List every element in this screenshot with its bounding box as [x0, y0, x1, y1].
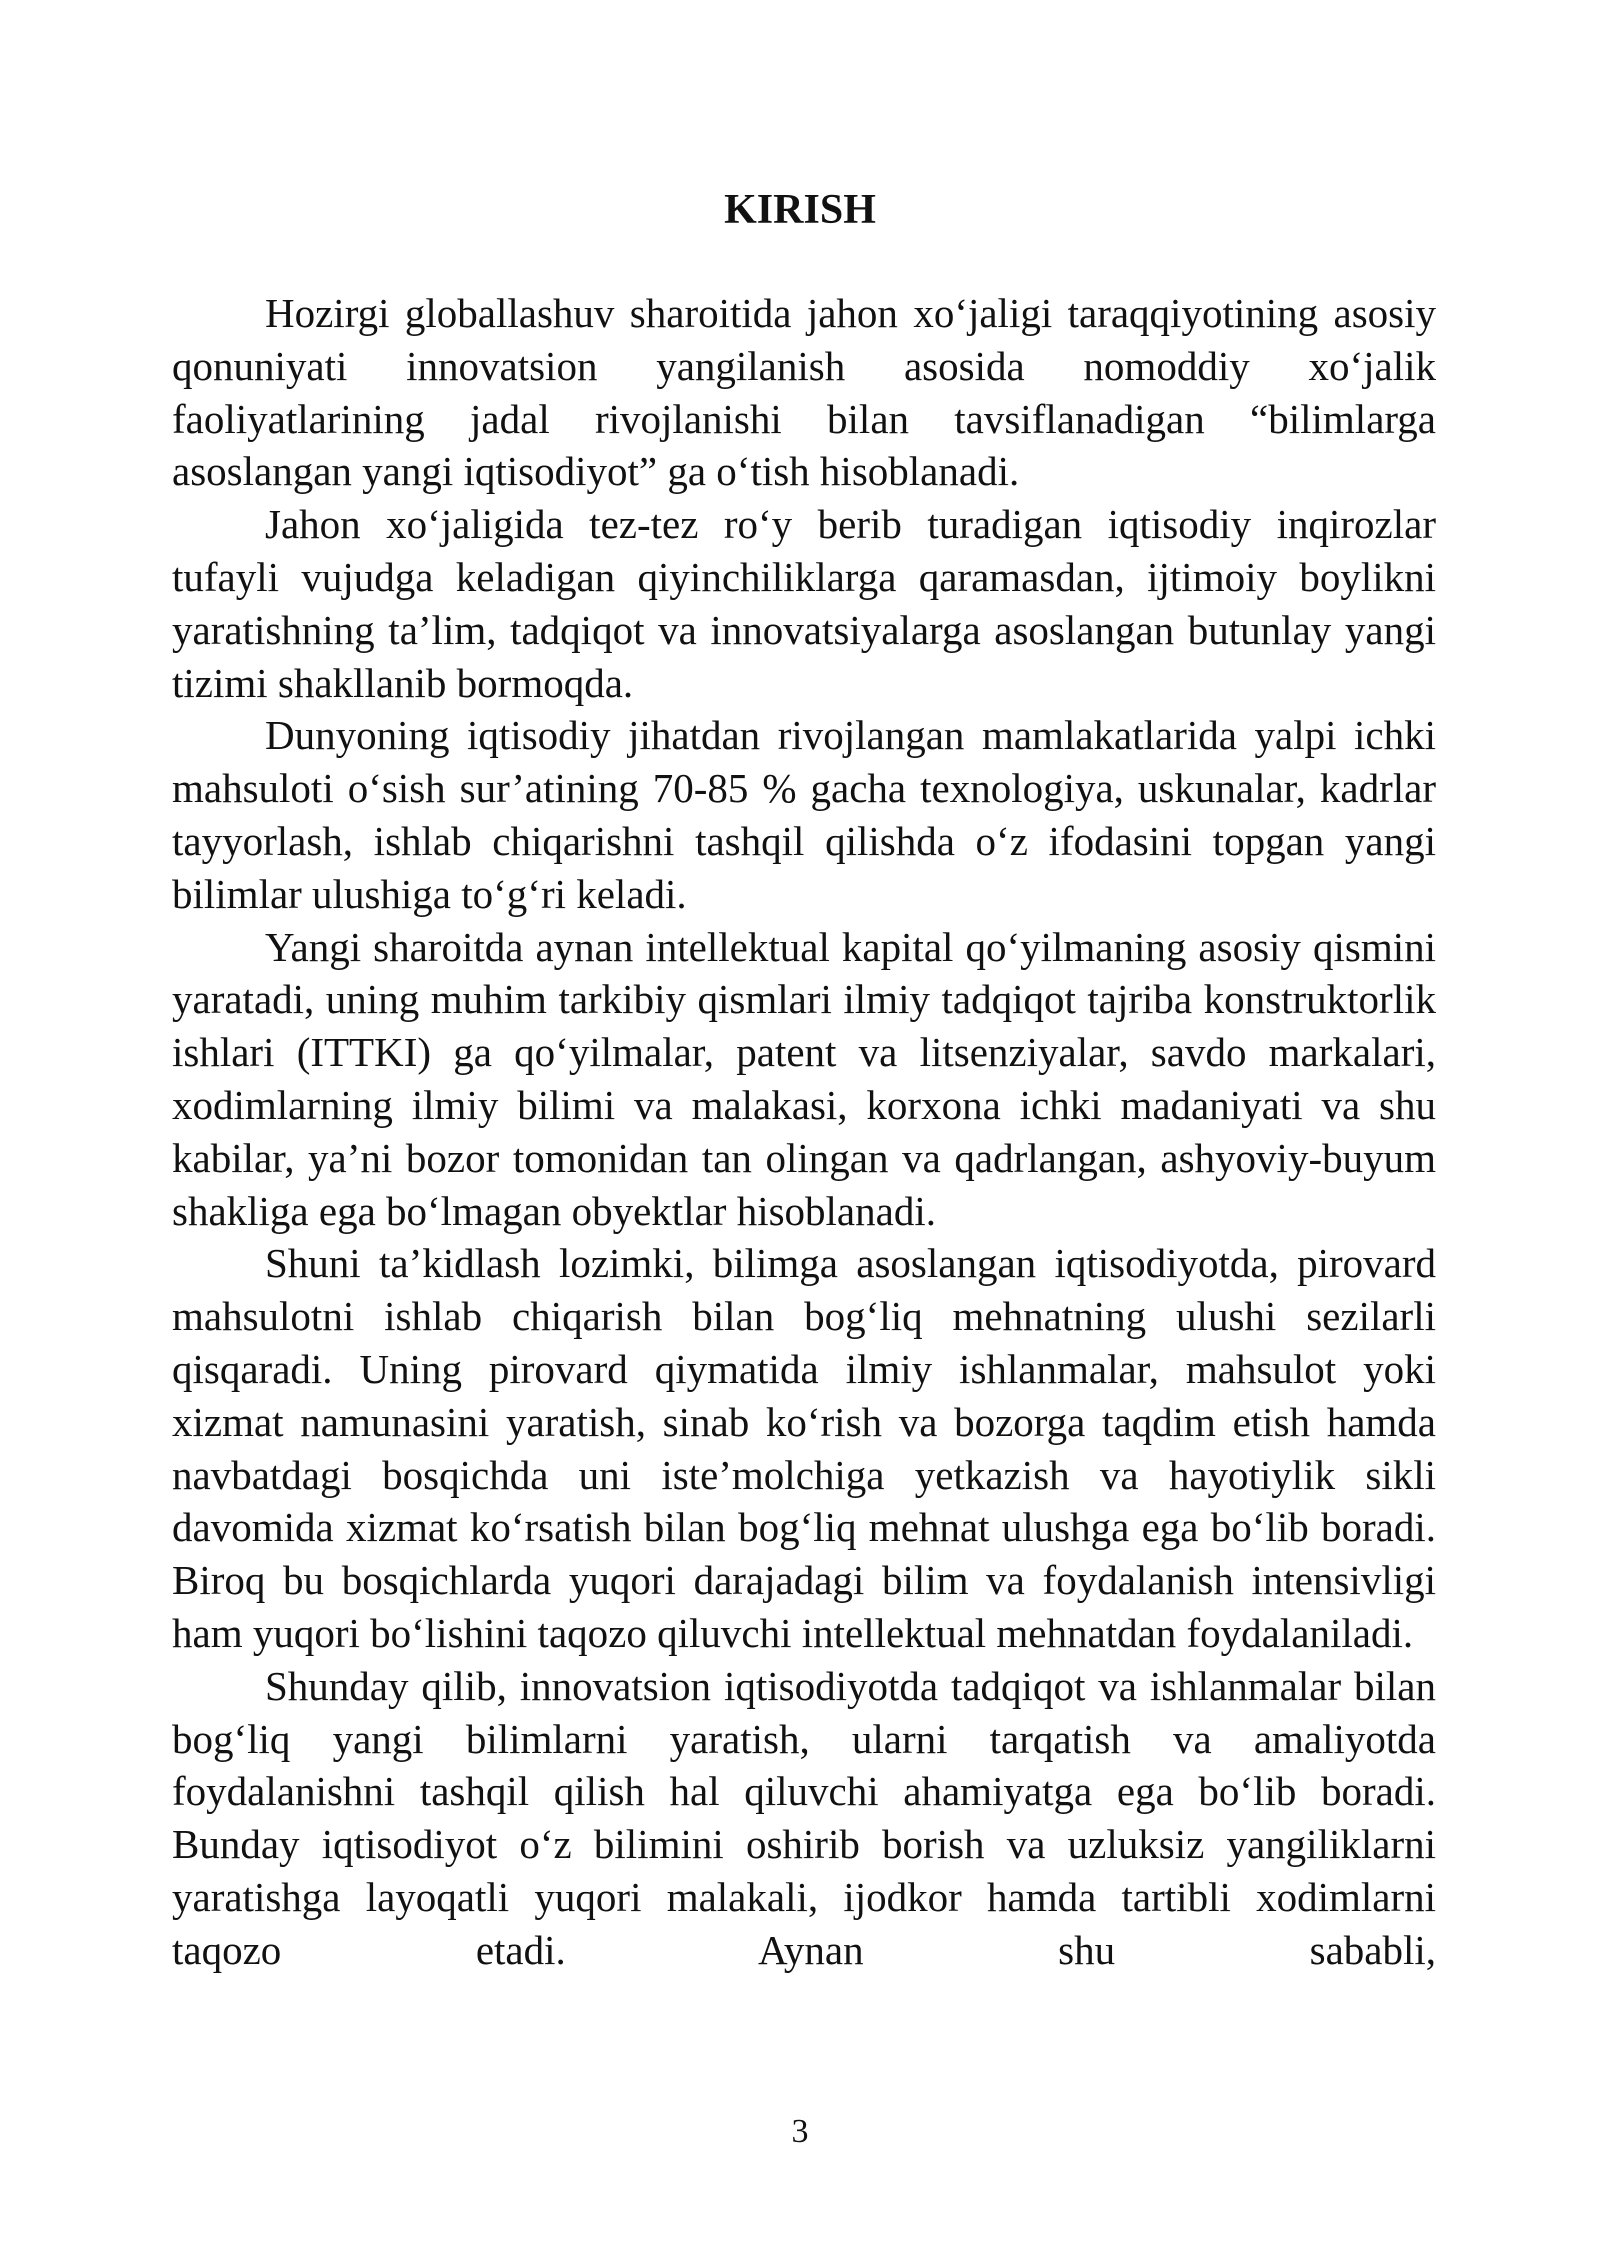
- paragraph-2: Jahon xo‘jaligida tez-tez ro‘y berib turadigan iqtisodiy inqirozlar tufayli vujudga keladigan qiyinchiliklarga qaramasdan, ijtimoiy boylikni yaratishning ta’lim, tadqiqot va innovatsiyalarga asoslangan butunlay yangi tizimi shakllanib bormoqda.: [172, 501, 1436, 706]
- paragraph-6: Shunday qilib, innovatsion iqtisodiyotda tadqiqot va ishlanmalar bilan bog‘liq yangi bilimlarni yaratish, ularni tarqatish va amaliyotda foydalanishni tashqil qilish hal qiluvchi ahamiyatga ega bo‘lib boradi. Bunday iqtisodiyot o‘z bilimini oshirib borish va uzluksiz yangiliklarni yaratishga layoqatli yuqori malakali, ijodkor hamda tartibli xodimlarni taqozo etadi. Aynan shu sababli,: [172, 1662, 1436, 1973]
- paragraph-1: Hozirgi globallashuv sharoitida jahon xo‘jaligi taraqqiyotining asosiy qonuniyati innovatsion yangilanish asosida nomoddiy xo‘jalik faoliyatlarining jadal rivojlanishi bilan tavsiflanadigan “bilimlarga asoslangan yangi iqtisodiyot” ga o‘tish hisoblanadi.: [172, 290, 1436, 495]
- paragraph-4: Yangi sharoitda aynan intellektual kapital qo‘yilmaning asosiy qismini yaratadi, uning muhim tarkibiy qismlari ilmiy tadqiqot tajriba konstruktorlik ishlari (ITTKI) ga qo‘yilmalar, patent va litsenziyalar, savdo markalari, xodimlarning ilmiy bilimi va malakasi, korxona ichki madaniyati va shu kabilar, ya’ni bozor tomonidan tan olingan va qadrlangan, ashyoviy-buyum shakliga ega bo‘lmagan obyektlar hisoblanadi.: [172, 923, 1436, 1234]
- page-number: 3: [791, 2113, 809, 2150]
- paragraph-5: Shuni ta’kidlash lozimki, bilimga asoslangan iqtisodiyotda, pirovard mahsulotni ishlab chiqarish bilan bog‘liq mehnatning ulushi sezilarli qisqaradi. Uning pirovard qiymatida ilmiy ishlanmalar, mahsulot yoki xizmat namunasini yaratish, sinab ko‘rish va bozorga taqdim etish hamda navbatdagi bosqichda uni iste’molchiga yetkazish va hayotiylik sikli davomida xizmat ko‘rsatish bilan bog‘liq mehnat ulushga ega bo‘lib boradi. Biroq bu bosqichlarda yuqori darajadagi bilim va foydalanish intensivligi ham yuqori bo‘lishini taqozo qiluvchi intellektual mehnatdan foydalaniladi.: [172, 1240, 1436, 1656]
- page-title: KIRISH: [724, 187, 876, 233]
- paragraph-3: Dunyoning iqtisodiy jihatdan rivojlangan mamlakatlarida yalpi ichki mahsuloti o‘sish sur’atining 70-85 % gacha texnologiya, uskunalar, kadrlar tayyorlash, ishlab chiqarishni tashqil qilishda o‘z ifodasini topgan yangi bilimlar ulushiga to‘g‘ri keladi.: [172, 712, 1436, 917]
- body-text: [172, 287, 1436, 1977]
